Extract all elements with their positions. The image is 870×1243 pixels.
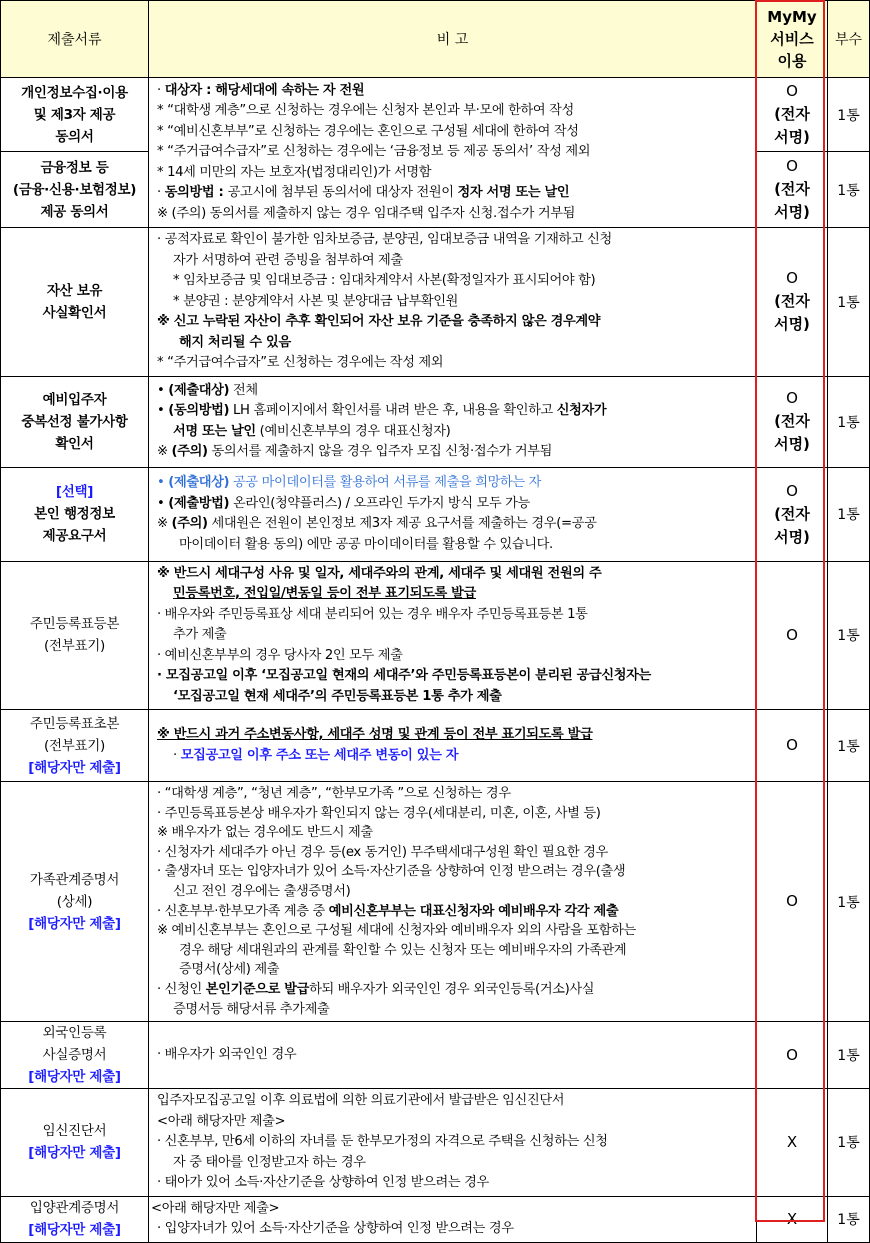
note-line: · 신혼부부, 만6세 이하의 자녀를 둔 한부모가정의 자격으로 주택을 신청하는 신청 [157, 1134, 608, 1150]
note-line: 마이데이터 활용 동의) 에만 공공 마이데이터를 활용할 수 있습니다. [179, 536, 553, 552]
mymy-cell [757, 78, 828, 152]
note-line: 증명서등 해당서류 추가제출 [173, 1001, 330, 1017]
doc-name-line: 외국인등록 [42, 1025, 107, 1042]
count-cell: 1통 [828, 1022, 870, 1089]
mymy-cell: O [757, 1022, 828, 1089]
note-text: 온라인(청약플러스) / 오프라인 두가지 방식 모두 가능 [229, 495, 530, 511]
doc-name-line: 사실증명서 [42, 1047, 107, 1064]
header-count: 부수 [828, 1, 870, 78]
note-line: ‘모집공고일 현재 세대주’의 주민등록표등본 1통 추가 제출 [173, 688, 502, 704]
note-line: · 배우자가 외국인인 경우 [157, 1046, 297, 1062]
note-bold: 예비신혼부부는 대표신청자와 예비배우자 각각 제출 [328, 903, 619, 919]
note-bold: 본인기준으로 발급 [205, 981, 310, 997]
doc-name-line: 가족관계증명서 [29, 871, 120, 888]
note-bold: (제출대상) [168, 475, 230, 490]
header-mymy-service [757, 1, 828, 78]
note-line: · 태아가 있어 소득·자산기준을 상향하여 인정 받으려는 경우 [157, 1175, 489, 1191]
doc-name-line: 확인서 [55, 435, 94, 452]
notes-cell [149, 710, 757, 782]
optional-tag: [선택] [55, 484, 94, 500]
mymy-esign: 서명) [774, 527, 810, 546]
mymy-esign: (전자 [774, 292, 810, 311]
note-text: · 신청인 [157, 981, 206, 997]
note-line [157, 183, 752, 204]
note-line: ※ 배우자가 없는 경우에도 반드시 제출 [157, 825, 373, 841]
note-line: 신고 전인 경우에는 출생증명서) [173, 883, 351, 899]
applicable-only-tag: [해당자만 제출] [28, 1069, 121, 1086]
applicable-only-tag: [해당자만 제출] [28, 759, 121, 776]
applicable-only-tag: [해당자만 제출] [28, 1222, 121, 1239]
mymy-cell [757, 376, 828, 467]
note-line: * 임차보증금 및 임대보증금 : 임대차계약서 사본(확정일자가 표시되어야 함) [173, 273, 596, 288]
mymy-esign: (전자 [774, 504, 810, 523]
doc-name [1, 1022, 149, 1089]
mymy-cell: O [757, 710, 828, 782]
bullet: • [157, 475, 169, 490]
mymy-mark: O [786, 269, 798, 288]
mymy-esign: (전자 [774, 180, 810, 198]
table-row [1, 376, 870, 467]
note-line: ※ 예비신혼부부는 혼인으로 구성될 세대에 신청자와 예비배우자 외의 사람을 포함하는 [157, 923, 636, 939]
note-line [157, 401, 752, 422]
doc-name-line: 예비입주자 [42, 391, 107, 408]
header-document: 제출서류 [1, 1, 149, 78]
note-text: 공공 마이데이터를 활용하여 서류를 제출을 희망하는 자 [229, 475, 542, 490]
notes-cell [149, 782, 757, 1022]
note-line: · 신청자가 세대주가 아닌 경우 등(ex 동거인) 무주택세대구성원 확인 필요한 경우 [157, 844, 608, 860]
doc-name [1, 1196, 149, 1242]
note-line: · 배우자와 주민등록표상 세대 분리되어 있는 경우 배우자 주민등록표등본 1통 [157, 606, 588, 622]
bullet: • [157, 495, 169, 511]
note-line [157, 473, 752, 494]
doc-name [1, 561, 149, 710]
note-bold: 정자 서명 또는 날인 [457, 185, 570, 201]
doc-name-line: (전부표기) [44, 638, 105, 655]
note-line: 해지 처리될 수 있음 [179, 334, 291, 350]
note-line [157, 902, 752, 922]
mymy-esign: 서명) [774, 203, 810, 221]
mymy-esign: (전자 [774, 412, 810, 430]
count-cell: 1통 [828, 78, 870, 152]
doc-name-line: 입양관계증명서 [29, 1200, 120, 1217]
note-bold: (제출방법) [168, 495, 230, 511]
bullet: · [157, 82, 165, 98]
bullet: • [157, 382, 169, 398]
note-line [157, 442, 752, 463]
doc-name [1, 78, 149, 152]
header-mymy-line2: 서비스 [770, 30, 814, 48]
note-line: ※ (주의) 동의서를 제출하지 않는 경우 임대주택 입주자 신청.접수가 거부됨 [157, 205, 575, 221]
note-line: · “대학생 계층”, “청년 계층”, “한부모가족 ”으로 신청하는 경우 [157, 786, 511, 801]
table-row [1, 710, 870, 782]
doc-name-line: 제공요구서 [42, 528, 107, 544]
note-line: <아래 해당자만 제출> [157, 1113, 286, 1129]
note-line [157, 514, 752, 535]
note-text: 동의서를 제출하지 않을 경우 입주자 모집 신청·접수가 거부됨 [207, 444, 552, 459]
mymy-esign: 서명) [774, 435, 810, 453]
notes-cell [149, 228, 757, 377]
header-mymy-line3: 이용 [777, 52, 807, 70]
doc-name-line: 사실확인서 [42, 304, 107, 321]
note-text: 하되 배우자가 외국인인 경우 외국인등록(거소)사실 [309, 981, 595, 997]
doc-name [1, 467, 149, 561]
note-text: · 신혼부부·한부모가족 계층 중 [157, 903, 329, 919]
doc-name-line: 금융정보 등 [40, 159, 109, 176]
count-cell: 1통 [828, 561, 870, 710]
note-bold: 동의방법 : [164, 185, 228, 201]
note-line: * “대학생 계층”으로 신청하는 경우에는 신청자 본인과 부·모에 한하여 작성 [157, 103, 574, 119]
header-mymy-line1: MyMy [767, 8, 817, 26]
doc-name-line: 임신진단서 [42, 1123, 107, 1140]
mymy-mark: O [786, 481, 798, 500]
table-row [1, 1196, 870, 1242]
notes-cell [149, 78, 757, 228]
table-row [1, 1089, 870, 1197]
doc-name-line: (상세) [56, 893, 93, 910]
bullet: • [157, 403, 169, 418]
mymy-mark: O [786, 157, 798, 175]
mymy-cell: X [757, 1089, 828, 1197]
doc-name-line: 및 제3자 제공 [33, 106, 116, 123]
doc-name-line: 동의서 [55, 128, 94, 145]
doc-name [1, 710, 149, 782]
doc-name-line: 본인 행정정보 [34, 506, 115, 522]
note-text: 공고시에 첨부된 동의서에 대상자 전원이 [227, 185, 458, 201]
doc-name-line: (금융·신용·보험정보) [12, 181, 137, 198]
note-line: ※ 신고 누락된 자산이 추후 확인되어 자산 보유 기준을 충족하지 않은 경우계약 [157, 314, 601, 329]
note-bold: (동의방법) [168, 403, 230, 418]
note-bold: (제출대상) [168, 382, 230, 398]
count-cell: 1통 [828, 1089, 870, 1197]
note-line [157, 980, 752, 1000]
table-row [1, 782, 870, 1022]
note-line: 증명서(상세) 제출 [179, 962, 280, 978]
note-text: 세대원은 전원이 본인정보 제3자 제공 요구서를 제출하는 경우(=공공 [207, 516, 597, 531]
note-bold: 모집공고일 이후 주소 또는 세대주 변동이 있는 자 [180, 747, 459, 763]
note-line: * “예비신혼부부”로 신청하는 경우에는 혼인으로 구성될 세대에 한하여 작성 [157, 123, 579, 139]
doc-name [1, 152, 149, 228]
header-notes: 비 고 [149, 1, 757, 78]
note-text: LH 홈페이지에서 확인서를 내려 받은 후, 내용을 확인하고 [229, 403, 557, 418]
note-line: 경우 해당 세대원과의 관계를 확인할 수 있는 신청자 또는 예비배우자의 가족관계 [179, 942, 627, 958]
notes-cell [149, 1196, 757, 1242]
notes-cell [149, 1022, 757, 1089]
note-line: 민등록번호, 전입일/변동일 등이 전부 표기되도록 발급 [173, 586, 476, 601]
note-line: * 14세 미만의 자는 보호자(법정대리인)가 서명함 [157, 164, 432, 180]
doc-name [1, 1089, 149, 1197]
count-cell: 1통 [828, 467, 870, 561]
count-cell: 1통 [828, 228, 870, 377]
table-row [1, 467, 870, 561]
doc-name [1, 782, 149, 1022]
note-line: · 공적자료로 확인이 불가한 임차보증금, 분양권, 임대보증금 내역을 기재하고 신청 [157, 232, 612, 247]
doc-name-line: 중복선정 불가사항 [21, 413, 128, 430]
doc-name-line: 자산 보유 [46, 282, 103, 299]
mymy-cell: X [757, 1196, 828, 1242]
doc-name [1, 228, 149, 377]
mymy-cell: O [757, 782, 828, 1022]
note-text: (예비신혼부부의 경우 대표신청자) [255, 423, 451, 439]
note-line: * “주거급여수급자”로 신청하는 경우에는 작성 제외 [157, 355, 444, 370]
note-line: · 예비신혼부부의 경우 당사자 2인 모두 제출 [157, 647, 403, 663]
table-row [1, 1022, 870, 1089]
note-bold: 신청자가 [556, 403, 607, 418]
mymy-cell [757, 152, 828, 228]
doc-name [1, 376, 149, 467]
note-bold: (주의) [171, 516, 208, 531]
note-line: 입주자모집공고일 이후 의료법에 의한 의료기관에서 발급받은 임신진단서 [157, 1093, 565, 1109]
note-line: ※ 반드시 과거 주소변동사항, 세대주 성명 및 관계 등이 전부 표기되도록 발급 [157, 727, 593, 742]
notes-cell [149, 561, 757, 710]
note-line: 추가 제출 [173, 627, 227, 642]
note-line: * “주거급여수급자”로 신청하는 경우에는 ‘금융정보 등 제공 동의서’ 작성 제외 [157, 144, 591, 160]
bullet: · [173, 747, 181, 763]
note-line [157, 381, 752, 402]
applicable-only-tag: [해당자만 제출] [28, 915, 121, 932]
notes-cell [149, 1089, 757, 1197]
doc-name-line: 제공 동의서 [40, 203, 109, 220]
note-line: * 분양권 : 분양계약서 사본 및 분양대금 납부확인원 [173, 293, 459, 309]
mymy-esign: 서명) [774, 315, 810, 334]
note-line [157, 494, 752, 515]
mymy-esign: 서명) [774, 128, 810, 146]
mymy-cell: O [757, 561, 828, 710]
doc-name-line: (전부표기) [44, 737, 105, 754]
note-line [157, 422, 752, 443]
mymy-cell [757, 467, 828, 561]
doc-name-line: 주민등록표등본 [29, 616, 120, 633]
note-line: <아래 해당자만 제출> [151, 1200, 280, 1216]
count-cell: 1통 [828, 152, 870, 228]
count-cell: 1통 [828, 782, 870, 1022]
table-row [1, 78, 870, 152]
count-cell: 1통 [828, 1196, 870, 1242]
bullet: ※ [157, 516, 172, 531]
doc-name-line: 주민등록표초본 [29, 715, 120, 732]
header-row [1, 1, 870, 78]
note-line [157, 746, 752, 767]
table-row [1, 561, 870, 710]
bullet: · [157, 185, 165, 201]
note-line [157, 81, 752, 102]
note-line: ※ 반드시 세대구성 사유 및 일자, 세대주와의 관계, 세대주 및 세대원 전원의 주 [157, 565, 602, 581]
notes-cell [149, 376, 757, 467]
mymy-mark: O [786, 389, 798, 407]
mymy-esign: (전자 [774, 105, 810, 123]
notes-cell [149, 467, 757, 561]
note-line: · 모집공고일 이후 ‘모집공고일 현재의 세대주’와 주민등록표등본이 분리된 공급신청자는 [157, 668, 651, 683]
note-bold: 대상자 : 해당세대에 속하는 자 전원 [164, 82, 365, 98]
note-line: · 입양자녀가 있어 소득·자산기준을 상향하여 인정 받으려는 경우 [157, 1221, 514, 1237]
note-bold: (주의) [171, 444, 208, 459]
doc-name-line: 개인정보수집·이용 [21, 84, 128, 101]
note-line: · 출생자녀 또는 입양자녀가 있어 소득·자산기준을 상향하여 인정 받으려는 경우(출생 [157, 864, 626, 880]
mymy-cell [757, 228, 828, 377]
note-line: · 주민등록표등본상 배우자가 확인되지 않는 경우(세대분리, 미혼, 이혼, 사별 등) [157, 805, 601, 821]
bullet: ※ [157, 444, 172, 459]
count-cell: 1통 [828, 710, 870, 782]
mymy-mark: O [786, 82, 798, 100]
table-row [1, 228, 870, 377]
note-line: 자 중 태아를 인정받고자 하는 경우 [173, 1154, 366, 1170]
applicable-only-tag: [해당자만 제출] [28, 1145, 121, 1162]
note-line: 자가 서명하여 관련 증빙을 첨부하여 제출 [173, 252, 403, 268]
note-text: 전체 [229, 382, 258, 398]
count-cell: 1통 [828, 376, 870, 467]
note-bold: 서명 또는 날인 [173, 423, 256, 439]
